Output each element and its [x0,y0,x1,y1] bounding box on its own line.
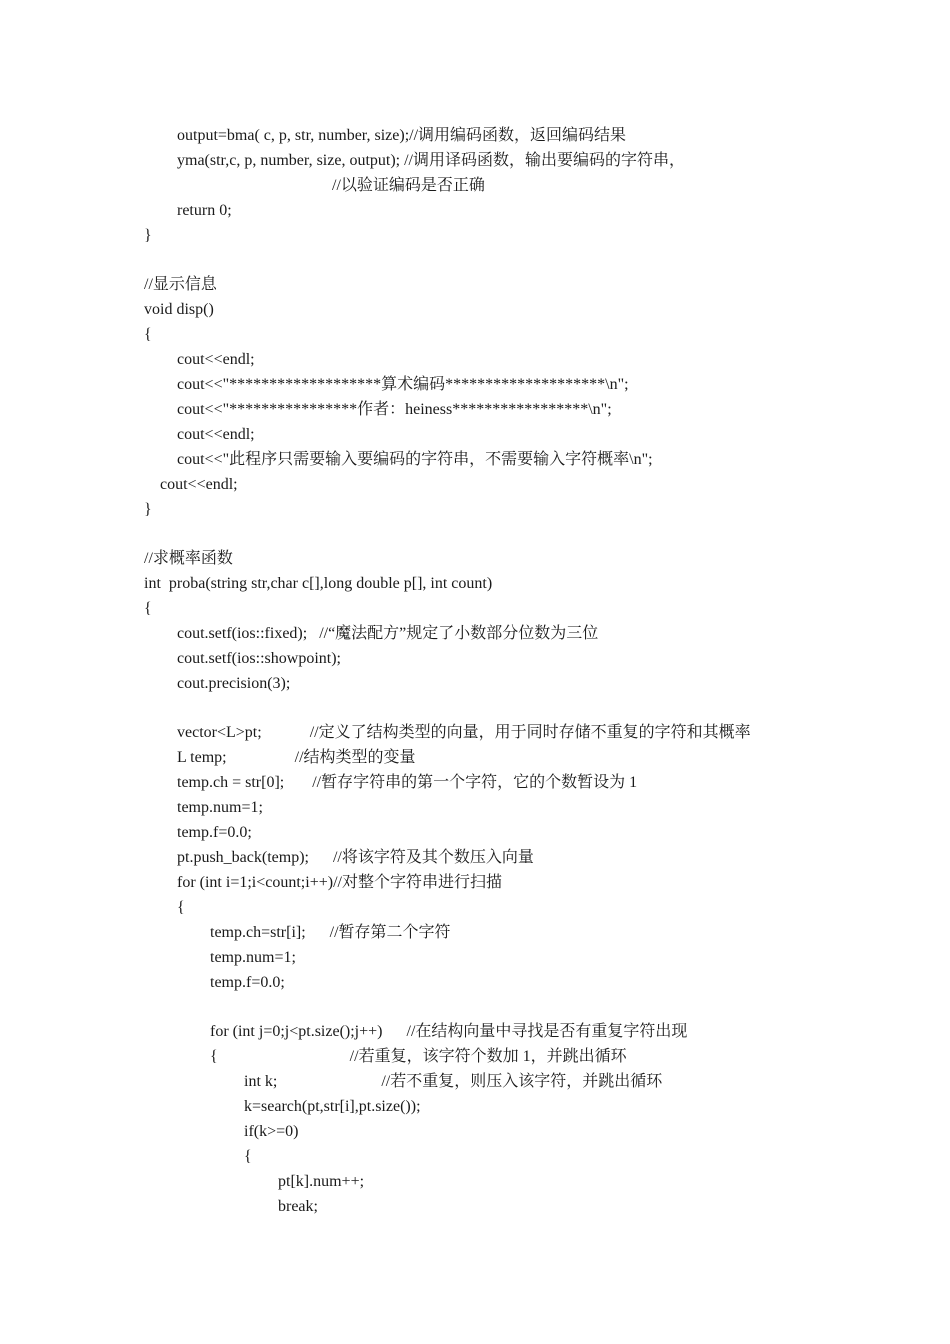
code-line: temp.num=1; [177,799,263,816]
code-line: yma(str,c, p, number, size, output); //调用译码函数，输出要编码的字符串， [177,152,686,169]
code-line: cout.precision(3); [177,675,291,692]
code-line: temp.num=1; [210,949,296,966]
code-line: } [144,227,152,244]
code-line: return 0; [177,202,232,219]
code-line: { [177,899,185,916]
code-line: { [144,600,152,617]
code-line: pt[k].num++; [278,1173,365,1190]
code-line: cout<<"****************作者：heiness*****************\n"; [177,401,612,418]
code-line: k=search(pt,str[i],pt.size()); [244,1098,421,1115]
code-line: int proba(string str,char c[],long double p[], int count) [144,575,493,592]
code-line: pt.push_back(temp); //将该字符及其个数压入向量 [177,849,534,866]
code-line: cout<<endl; [177,351,255,368]
code-line: { [244,1148,252,1165]
code-comment: //求概率函数 [144,550,233,567]
code-line: temp.ch=str[i]; //暂存第二个字符 [210,924,451,941]
code-line: output=bma( c, p, str, number, size);//调用编码函数，返回编码结果 [177,127,627,144]
code-line: for (int j=0;j<pt.size();j++) //在结构向量中寻找是否有重复字符出现 [210,1023,688,1040]
code-line: int k; //若不重复，则压入该字符，并跳出循环 [244,1073,663,1090]
code-line: void disp() [144,301,214,318]
code-line: { //若重复，该字符个数加 1，并跳出循环 [210,1048,627,1065]
code-line: temp.f=0.0; [177,824,252,841]
code-line: L temp; //结构类型的变量 [177,749,416,766]
code-line: cout<<endl; [177,426,255,443]
code-line: for (int i=1;i<count;i++)//对整个字符串进行扫描 [177,874,502,891]
code-line: temp.ch = str[0]; //暂存字符串的第一个字符，它的个数暂设为 1 [177,774,638,791]
code-line: if(k>=0) [244,1123,299,1140]
code-line: temp.f=0.0; [210,974,285,991]
code-line: vector<L>pt; //定义了结构类型的向量，用于同时存储不重复的字符和其概率 [177,724,751,741]
code-line: //以验证编码是否正确 [332,177,485,194]
code-line: cout<<"*******************算术编码********************\n"; [177,376,629,393]
code-line: } [144,501,152,518]
code-line: cout<<"此程序只需要输入要编码的字符串，不需要输入字符概率\n"; [177,451,653,468]
code-comment: //显示信息 [144,276,217,293]
code-line: cout.setf(ios::fixed); //“魔法配方”规定了小数部分位数为三位 [177,625,599,642]
code-line: break; [278,1198,318,1215]
code-line: cout<<endl; [160,476,238,493]
code-line: cout.setf(ios::showpoint); [177,650,341,667]
code-line: { [144,326,152,343]
